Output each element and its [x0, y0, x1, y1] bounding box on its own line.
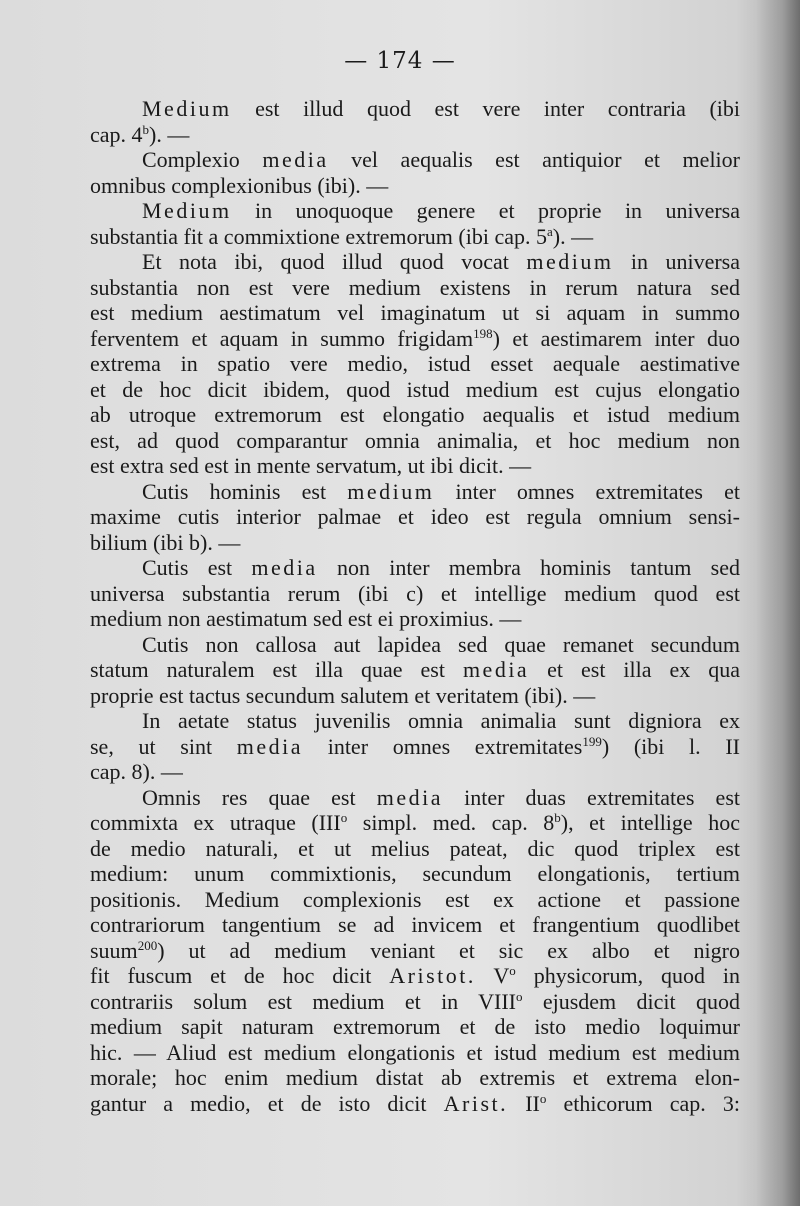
- text-segment: et est illa ex qua: [529, 657, 740, 682]
- superscript: o: [509, 963, 516, 978]
- text-line: [90, 963, 740, 989]
- text-segment: substantia non est vere medium existens in rerum natura sed: [90, 274, 740, 300]
- text-segment: de medio naturali, et ut melius pateat, dic quod triplex est: [90, 835, 740, 861]
- text-segment: universa substantia rerum (ibi c) et intellige medium quod est: [90, 580, 740, 606]
- text-line: [90, 810, 740, 836]
- text-segment: fit fuscum et de hoc dicit: [90, 963, 390, 988]
- text-line: [90, 708, 740, 734]
- text-line: [90, 402, 740, 428]
- text-segment: cap. 8). —: [90, 759, 183, 784]
- superscript: o: [539, 1090, 547, 1106]
- text-segment: II: [508, 1090, 540, 1116]
- text-segment: ejusdem dicit quod: [522, 988, 740, 1014]
- text-segment: In aetate status juvenilis omnia animalia sunt digniora ex: [142, 708, 740, 733]
- text-line: [90, 1091, 740, 1117]
- text-segment: se, ut sint: [90, 733, 237, 759]
- text-line: [90, 326, 740, 352]
- text-segment: Complexio: [142, 147, 263, 172]
- text-line: [90, 683, 740, 709]
- superscript: a: [547, 223, 553, 239]
- text-line: [90, 555, 740, 581]
- text-segment: gantur a medio, et de isto dicit: [90, 1090, 444, 1116]
- text-segment: et de hoc dicit ibidem, quod istud medium est cujus elongatio: [90, 376, 740, 402]
- superscript: 198: [473, 325, 493, 341]
- superscript: o: [340, 810, 348, 825]
- text-line: [90, 453, 740, 479]
- text-segment: est, ad quod comparantur omnia animalia, et hoc medium non: [90, 427, 740, 453]
- text-line: [90, 300, 740, 326]
- spaced-word: media: [376, 784, 443, 810]
- text-segment: physicorum, quod in: [515, 963, 741, 988]
- text-line: [90, 759, 740, 785]
- text-line: [90, 198, 740, 224]
- text-segment: hic. — Aliud est medium elongationis et istud medium est medium: [90, 1039, 740, 1065]
- spaced-word: media: [462, 657, 530, 682]
- text-line: [90, 912, 740, 938]
- text-line: [90, 249, 740, 275]
- text-segment: ) (ibi l. II: [601, 733, 740, 759]
- text-segment: ). —: [552, 223, 594, 249]
- text-segment: inter omnes extremitates: [303, 733, 583, 759]
- text-segment: cap. 4: [90, 121, 143, 147]
- spaced-word: Aristot.: [389, 963, 476, 988]
- text-line: [90, 428, 740, 454]
- text-segment: ) et aestimarem inter duo: [492, 325, 740, 351]
- text-line: [90, 173, 740, 199]
- superscript: 199: [582, 733, 602, 749]
- spaced-word: Medium: [142, 96, 232, 121]
- spaced-word: medium: [526, 249, 614, 274]
- spaced-word: medium: [347, 478, 435, 504]
- text-line: [90, 938, 740, 964]
- superscript: b: [554, 810, 561, 825]
- text-line: [90, 1065, 740, 1091]
- text-segment: simpl. med. cap. 8: [347, 810, 555, 835]
- spaced-word: media: [251, 555, 318, 580]
- text-line: [90, 122, 740, 148]
- page-edge-shadow: [756, 0, 800, 1206]
- text-segment: Cutis hominis est: [142, 478, 348, 504]
- text-segment: medium: unum commixtionis, secundum elongationis, tertium: [90, 861, 740, 886]
- text-segment: contrariorum tangentium se ad invicem et frangentium quodlibet: [90, 912, 740, 937]
- superscript: 200: [137, 937, 158, 953]
- text-line: [90, 606, 740, 632]
- text-segment: in unoquoque genere et proprie in universa: [231, 198, 740, 223]
- text-segment: inter duas extremitates est: [442, 784, 740, 810]
- text-segment: substantia fit a commixtione extremorum (ibi cap. 5: [90, 223, 547, 249]
- body-text: [90, 96, 740, 1116]
- text-line: [90, 989, 740, 1015]
- text-segment: est medium aestimatum vel imaginatum ut si aquam in summo: [90, 300, 740, 325]
- text-segment: non inter membra hominis tantum sed: [317, 555, 740, 580]
- text-segment: statum naturalem est illa quae est: [90, 657, 463, 682]
- text-line: [90, 147, 740, 173]
- text-segment: Omnis res quae est: [142, 784, 377, 810]
- text-segment: commixta ex utraque (III: [90, 810, 341, 835]
- spaced-word: media: [262, 147, 329, 172]
- spaced-word: media: [236, 733, 304, 759]
- text-line: [90, 224, 740, 250]
- page-number: — 174 —: [344, 48, 456, 74]
- text-line: [90, 632, 740, 658]
- text-segment: ), et intellige hoc: [560, 810, 741, 835]
- text-segment: Cutis est: [142, 555, 252, 580]
- spaced-word: Medium: [142, 198, 232, 223]
- text-segment: V: [475, 963, 510, 988]
- text-segment: maxime cutis interior palmae et ideo est regula omnium sensi-: [90, 504, 740, 529]
- text-line: [90, 530, 740, 556]
- text-line: [90, 657, 740, 683]
- text-line: [90, 377, 740, 403]
- text-segment: medium sapit naturam extremorum et de isto medio loquimur: [90, 1014, 740, 1039]
- text-line: [90, 861, 740, 887]
- text-segment: ). —: [149, 121, 190, 147]
- text-line: [90, 1014, 740, 1040]
- text-segment: est extra sed est in mente servatum, ut ibi dicit. —: [90, 453, 532, 478]
- text-line: [90, 96, 740, 122]
- text-line: [90, 581, 740, 607]
- text-segment: ab utroque extremorum est elongatio aequalis et istud medium: [90, 402, 740, 427]
- text-line: [90, 275, 740, 301]
- text-line: [90, 887, 740, 913]
- text-segment: ethicorum cap. 3:: [546, 1090, 740, 1116]
- text-line: [90, 1040, 740, 1066]
- text-segment: proprie est tactus secundum salutem et veritatem (ibi). —: [90, 682, 596, 708]
- text-segment: Et nota ibi, quod illud quod vocat: [142, 249, 527, 274]
- text-line: [90, 836, 740, 862]
- text-line: [90, 785, 740, 811]
- text-line: [90, 734, 740, 760]
- text-line: [90, 479, 740, 505]
- text-segment: inter omnes extremitates et: [434, 478, 741, 504]
- superscript: o: [516, 988, 523, 1004]
- text-line: [90, 504, 740, 530]
- superscript: b: [142, 121, 150, 137]
- text-segment: omnibus complexionibus (ibi). —: [90, 172, 389, 198]
- text-segment: contrariis solum est medium et in VIII: [90, 988, 516, 1014]
- text-segment: extrema in spatio vere medio, istud esset aequale aestimative: [90, 351, 740, 376]
- spaced-word: Arist.: [443, 1090, 509, 1116]
- text-segment: ) ut ad medium veniant et sic ex albo et nigro: [157, 937, 740, 963]
- text-segment: in universa: [613, 249, 740, 274]
- text-segment: positionis. Medium complexionis est ex actione et passione: [90, 886, 740, 912]
- text-segment: Cutis non callosa aut lapidea sed quae remanet secundum: [142, 631, 740, 657]
- text-segment: ferventem et aquam in summo frigidam: [90, 325, 474, 351]
- text-segment: bilium (ibi b). —: [90, 529, 241, 555]
- text-line: [90, 351, 740, 377]
- text-segment: est illud quod est vere inter contraria (ibi: [231, 96, 740, 121]
- text-segment: suum: [90, 937, 138, 963]
- text-segment: vel aequalis est antiquior et melior: [328, 147, 740, 172]
- text-segment: medium non aestimatum sed est ei proximius. —: [90, 606, 522, 631]
- text-segment: morale; hoc enim medium distat ab extremis et extrema elon-: [90, 1065, 740, 1090]
